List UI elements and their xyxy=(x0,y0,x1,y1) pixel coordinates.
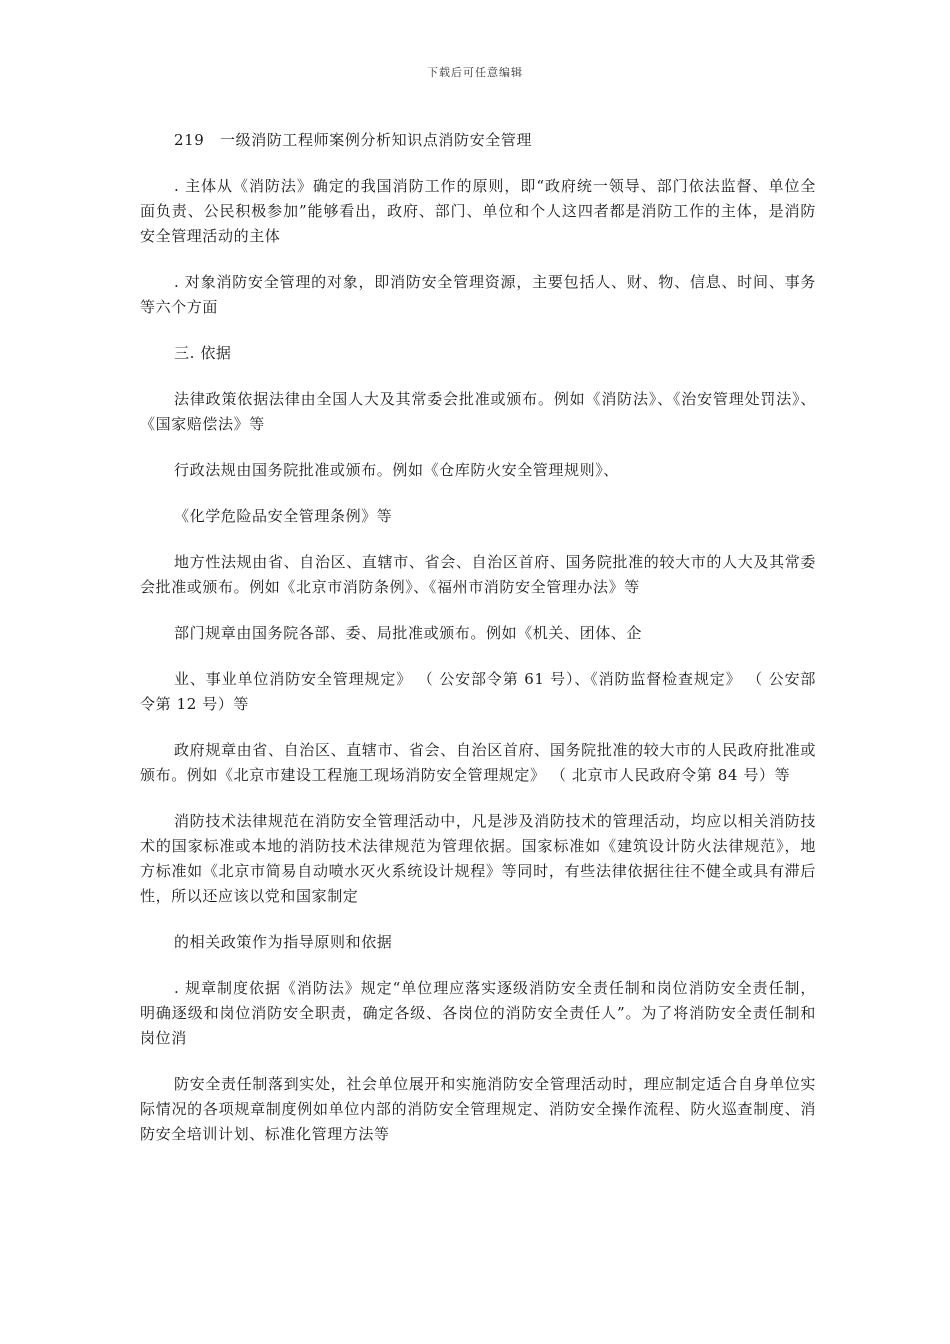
paragraph-policy-guidance: 的相关政策作为指导原则和依据 xyxy=(174,933,393,951)
paragraph-subject: . 主体从《消防法》确定的我国消防工作的原则，即“政府统一领导、部门依法监督、单位全面负责、公民积极参加”能够看出，政府、部门、单位和个人这四者都是消防工作的主体，是消防安全管理活动的主体 xyxy=(140,177,816,245)
paragraph-laws: 法律政策依据法律由全国人大及其常委会批准或颁布。例如《消防法》、《治安管理处罚法》、《国家赔偿法》等 xyxy=(140,390,816,433)
paragraph-administrative-regulations: 行政法规由国务院批准或颁布。例如《仓库防火安全管理规则》、 xyxy=(174,461,619,479)
document-title: 219 一级消防工程师案例分析知识点消防安全管理 xyxy=(174,131,533,149)
section-heading-basis: 三. 依据 xyxy=(174,344,232,362)
document-body xyxy=(140,128,816,1168)
paragraph-object: . 对象消防安全管理的对象，即消防安全管理资源，主要包括人、财、物、信息、时间、事务等六个方面 xyxy=(140,273,816,316)
paragraph-chemical-regulations: 《化学危险品安全管理条例》等 xyxy=(174,507,393,525)
paragraph-government-rules: 政府规章由省、自治区、直辖市、省会、自治区首府、国务院批准的较大市的人民政府批准或颁布。例如《北京市建设工程施工现场消防安全管理规定》 （ 北京市人民政府令第 84 号）等 xyxy=(140,741,816,784)
paragraph-rules-implementation: 防安全责任制落到实处，社会单位展开和实施消防安全管理活动时，理应制定适合自身单位实际情况的各项规章制度例如单位内部的消防安全管理规定、消防安全操作流程、防火巡查制度、消防安全培训计划、标准化管理方法等 xyxy=(140,1075,816,1143)
paragraph-technical-standards: 消防技术法律规范在消防安全管理活动中，凡是涉及消防技术的管理活动，均应以相关消防技术的国家标准或本地的消防技术法律规范为管理依据。国家标准如《建筑设计防火法律规范》，地方标准如《北京市简易自动喷水灭火系统设计规程》等同时，有些法律依据往往不健全或具有滞后性，所以还应该以党和国家制定 xyxy=(140,812,816,905)
paragraph-department-rules: 部门规章由国务院各部、委、局批准或颁布。例如《机关、团体、企 xyxy=(174,624,643,642)
paragraph-local-regulations: 地方性法规由省、自治区、直辖市、省会、自治区首府、国务院批准的较大市的人大及其常委会批准或颁布。例如《北京市消防条例》、《福州市消防安全管理办法》等 xyxy=(140,553,816,596)
page-header-note: 下载后可任意编辑 xyxy=(427,66,523,79)
paragraph-rules-basis: . 规章制度依据《消防法》规定“单位理应落实逐级消防安全责任制和岗位消防安全责任制，明确逐级和岗位消防安全职责，确定各级、各岗位的消防安全责任人”。为了将消防安全责任制和岗位消 xyxy=(140,979,816,1047)
paragraph-department-rules-continued: 业、事业单位消防安全管理规定》 （ 公安部令第 61 号）、《消防监督检查规定》 （ 公安部令第 12 号）等 xyxy=(140,670,816,713)
